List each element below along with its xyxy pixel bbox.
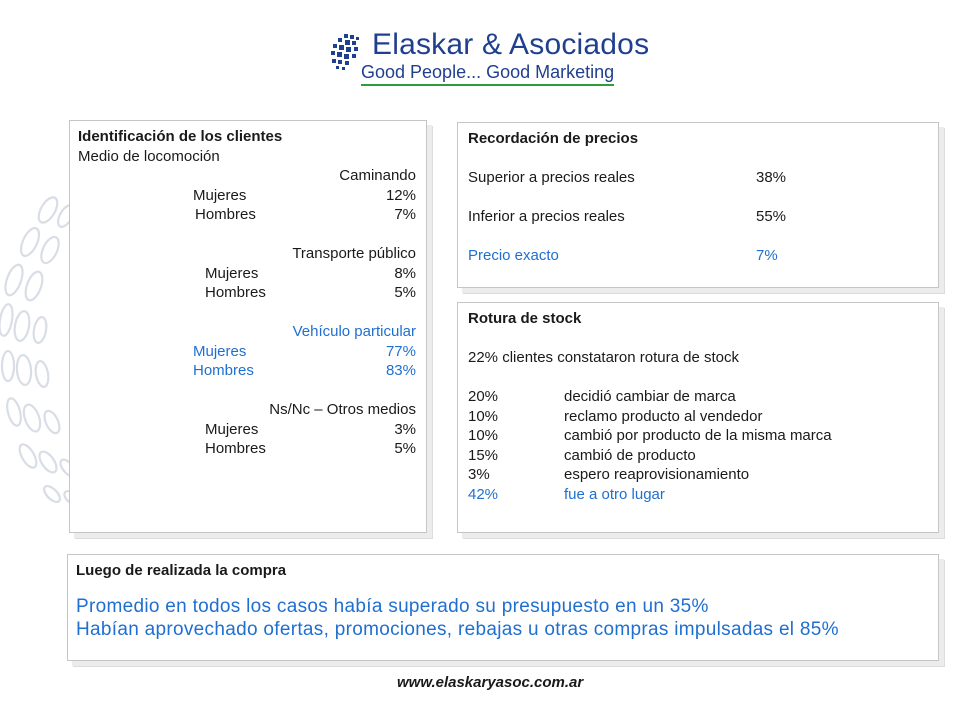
stock-row	[468, 426, 928, 446]
row-label: Hombres	[205, 440, 266, 457]
row-value: 5%	[394, 440, 416, 457]
price-row	[468, 168, 928, 188]
stock-text: cambió de producto	[564, 446, 696, 464]
stock-row	[468, 407, 928, 427]
group-row	[78, 205, 418, 225]
row-value: 77%	[385, 342, 416, 360]
stock-text: fue a otro lugar	[564, 485, 665, 503]
purchase-panel	[67, 554, 939, 661]
row-value: 7%	[394, 206, 416, 223]
price-label: Inferior a precios reales	[468, 208, 625, 225]
stock-title: Rotura de stock	[468, 310, 582, 327]
purchase-title: Luego de realizada la compra	[76, 562, 287, 579]
stock-row	[468, 485, 928, 505]
group-heading: Vehículo particular	[292, 323, 416, 340]
stock-text: cambió por producto de la misma marca	[564, 427, 832, 444]
price-label: Superior a precios reales	[468, 169, 635, 186]
group-row	[78, 361, 418, 381]
group-row	[78, 264, 418, 284]
group-row	[78, 186, 418, 206]
purchase-line-1: Promedio en todos los casos había superado su presupuesto en un 35%	[76, 595, 709, 617]
stock-text: decidió cambiar de marca	[564, 388, 736, 405]
group-row	[78, 342, 418, 362]
stock-text: reclamo producto al vendedor	[564, 407, 763, 425]
footer-url[interactable]: www.elaskaryasoc.com.ar	[397, 674, 584, 691]
group-row	[78, 283, 418, 303]
row-label: Mujeres	[205, 264, 259, 282]
row-label: Hombres	[193, 362, 254, 379]
price-row	[468, 246, 928, 266]
clients-title: Identificación de los clientes	[78, 128, 283, 145]
row-label: Mujeres	[193, 342, 247, 360]
group-heading: Ns/Nc – Otros medios	[269, 401, 416, 418]
group-heading: Transporte público	[292, 245, 416, 262]
brand-logo	[328, 30, 658, 82]
stock-pct: 20%	[468, 388, 499, 405]
price-value: 7%	[756, 247, 778, 264]
stock-row	[468, 446, 928, 466]
stock-pct: 10%	[468, 407, 499, 425]
group-row	[78, 420, 418, 440]
row-value: 8%	[394, 264, 416, 282]
row-value: 83%	[385, 362, 416, 379]
row-label: Hombres	[205, 284, 266, 301]
prices-title: Recordación de precios	[468, 130, 639, 147]
stock-pct: 15%	[468, 446, 499, 464]
stock-panel	[457, 302, 939, 533]
price-label: Precio exacto	[468, 247, 559, 264]
stock-text: espero reaprovisionamiento	[564, 466, 750, 483]
row-value: 12%	[385, 186, 416, 204]
stock-row	[468, 387, 928, 407]
row-label: Mujeres	[205, 420, 259, 438]
clients-subtitle: Medio de locomoción	[78, 147, 220, 165]
row-value: 5%	[394, 284, 416, 301]
clients-panel	[69, 120, 427, 533]
group-row	[78, 439, 418, 459]
stock-pct: 3%	[468, 466, 490, 483]
row-label: Mujeres	[193, 186, 247, 204]
row-label: Hombres	[195, 206, 256, 223]
price-value: 38%	[756, 169, 787, 186]
stock-row	[468, 465, 928, 485]
purchase-line-2: Habían aprovechado ofertas, promociones, rebajas u otras compras impulsadas el 85%	[76, 618, 839, 640]
stock-summary: 22% clientes constataron rotura de stock	[468, 349, 739, 366]
price-value: 55%	[756, 208, 787, 225]
brand-tagline: Good People... Good Marketing	[361, 62, 614, 86]
stock-pct: 10%	[468, 427, 499, 444]
brand-name: Elaskar & Asociados	[372, 28, 650, 61]
price-row	[468, 207, 928, 227]
stock-pct: 42%	[468, 485, 499, 503]
row-value: 3%	[394, 420, 416, 438]
group-heading: Caminando	[339, 167, 416, 184]
prices-panel	[457, 122, 939, 288]
